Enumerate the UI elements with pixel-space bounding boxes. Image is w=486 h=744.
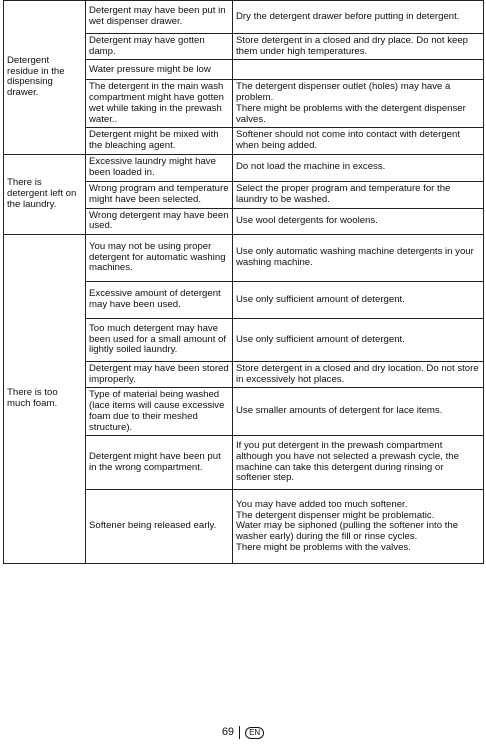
solution-cell: Store detergent in a closed and dry location. Do not store in excessively hot places.	[233, 362, 484, 388]
cause-cell: Excessive amount of detergent may have been used.	[86, 282, 233, 319]
cause-cell: Detergent might have been put in the wrong compartment.	[86, 436, 233, 490]
solution-cell: Use only automatic washing machine detergents in your washing machine.	[233, 235, 484, 282]
cause-cell: Excessive laundry might have been loaded in.	[86, 154, 233, 181]
solution-cell: Select the proper program and temperature for the laundry to be washed.	[233, 181, 484, 208]
problem-cell: There is too much foam.	[4, 235, 86, 564]
cause-cell: Water pressure might be low	[86, 60, 233, 80]
troubleshooting-table-body	[4, 1, 484, 564]
troubleshooting-table	[3, 0, 484, 564]
solution-cell	[233, 60, 484, 80]
cause-cell: Detergent may have been stored improperly.	[86, 362, 233, 388]
solution-cell: Use smaller amounts of detergent for lace items.	[233, 388, 484, 436]
cause-cell: Wrong detergent may have been used.	[86, 208, 233, 234]
cause-cell: Too much detergent may have been used for a small amount of lightly soiled laundry.	[86, 319, 233, 362]
solution-cell: Store detergent in a closed and dry place. Do not keep them under high temperatures.	[233, 34, 484, 60]
problem-cell: There is detergent left on the laundry.	[4, 154, 86, 234]
cause-cell: The detergent in the main wash compartment might have gotten wet while taking in the prewash water..	[86, 80, 233, 128]
cause-cell: Detergent might be mixed with the bleaching agent.	[86, 128, 233, 154]
solution-cell: Do not load the machine in excess.	[233, 154, 484, 181]
solution-cell: Use wool detergents for woolens.	[233, 208, 484, 234]
solution-cell: Softener should not come into contact with detergent when being added.	[233, 128, 484, 154]
language-badge: EN	[245, 727, 264, 739]
page-footer	[0, 726, 486, 739]
solution-cell: Use only sufficient amount of detergent.	[233, 282, 484, 319]
cause-cell: Detergent may have gotten damp.	[86, 34, 233, 60]
cause-cell: Wrong program and temperature might have been selected.	[86, 181, 233, 208]
cause-cell: Type of material being washed (lace items will cause excessive foam due to their meshed structure).	[86, 388, 233, 436]
solution-cell: Dry the detergent drawer before putting in detergent.	[233, 1, 484, 34]
table-row	[4, 235, 484, 282]
table-row	[4, 1, 484, 34]
solution-cell: Use only sufficient amount of detergent.	[233, 319, 484, 362]
solution-cell: The detergent dispenser outlet (holes) may have a problem. There might be problems with the detergent dispenser valves.	[233, 80, 484, 128]
cause-cell: Softener being released early.	[86, 490, 233, 564]
solution-cell: If you put detergent in the prewash compartment although you have not selected a prewash cycle, the machine can take this detergent during rinsing or softener step.	[233, 436, 484, 490]
cause-cell: You may not be using proper detergent for automatic washing machines.	[86, 235, 233, 282]
table-row	[4, 154, 484, 181]
page-number: 69	[222, 726, 240, 739]
problem-cell: Detergent residue in the dispensing drawer.	[4, 1, 86, 155]
cause-cell: Detergent may have been put in wet dispenser drawer.	[86, 1, 233, 34]
solution-cell: You may have added too much softener. The detergent dispenser might be problematic. Water may be siphoned (pulling the softener into the washer early) during the fill or rinse cycles. There might be problems with the valves.	[233, 490, 484, 564]
